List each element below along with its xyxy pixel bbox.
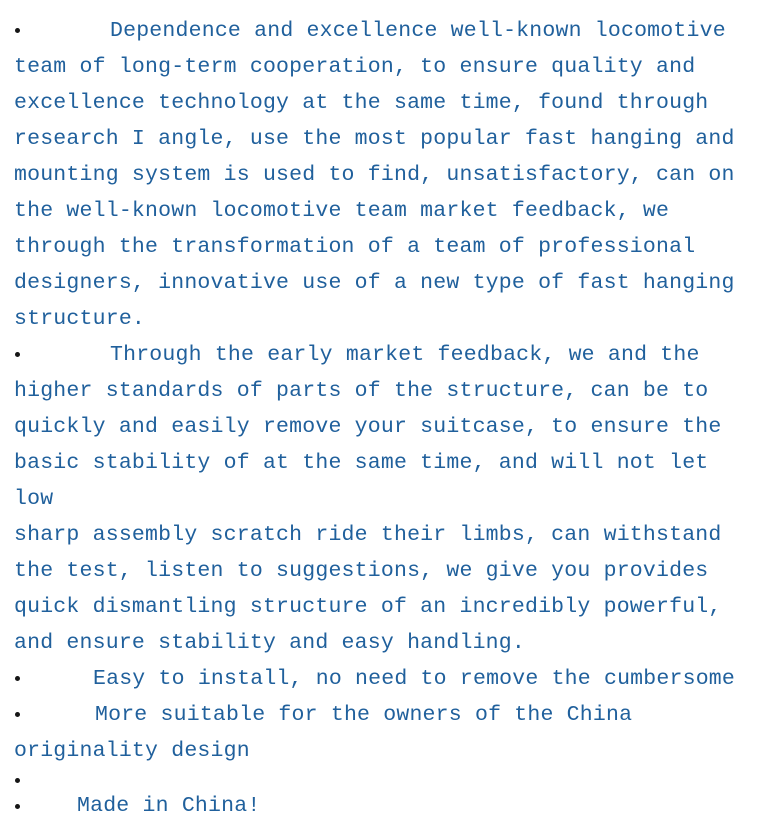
bullet-paragraph: [14, 769, 758, 791]
bullet-paragraph: [14, 13, 758, 337]
text-line: research I angle, use the most popular fast hanging and: [14, 127, 735, 151]
text-line: Through the early market feedback, we and the: [110, 343, 700, 367]
text-line: mounting system is used to find, unsatisfactory, can on: [14, 163, 735, 187]
bullet-marker-icon: [15, 778, 20, 783]
text-line: [14, 769, 758, 791]
bullet-paragraph: [14, 697, 758, 769]
text-line: through the transformation of a team of professional: [14, 235, 696, 259]
text-line: Easy to install, no need to remove the cumbersome: [93, 667, 736, 691]
text-line: Made in China!: [77, 794, 261, 818]
bullet-paragraph: [14, 337, 758, 661]
bullet-marker-icon: [15, 352, 20, 357]
text-line: originality design: [14, 739, 250, 763]
text-line: the test, listen to suggestions, we give you provides: [14, 559, 709, 583]
text-line: quickly and easily remove your suitcase, to ensure the: [14, 415, 722, 439]
text-line: sharp assembly scratch ride their limbs, can withstand: [14, 523, 722, 547]
text-line: quick dismantling structure of an incredibly powerful,: [14, 595, 722, 619]
bullet-marker-icon: [15, 712, 20, 717]
text-line: team of long-term cooperation, to ensure quality and: [14, 55, 696, 79]
bullet-marker-icon: [15, 28, 20, 33]
text-line: Dependence and excellence well-known locomotive: [110, 19, 726, 43]
bullet-marker-icon: [15, 804, 20, 809]
bullet-paragraph: [14, 791, 758, 821]
bullet-paragraph: [14, 661, 758, 697]
text-line: structure.: [14, 307, 146, 331]
text-line: More suitable for the owners of the China: [95, 703, 633, 727]
text-line: the well-known locomotive team market feedback, we: [14, 199, 670, 223]
text-line: basic stability of at the same time, and will not let low: [14, 451, 722, 511]
bullet-marker-icon: [15, 676, 20, 681]
text-line: designers, innovative use of a new type of fast hanging: [14, 271, 735, 295]
text-line: excellence technology at the same time, found through: [14, 91, 709, 115]
document-body: [14, 13, 758, 821]
text-line: and ensure stability and easy handling.: [14, 631, 525, 655]
text-line: higher standards of parts of the structure, can be to: [14, 379, 709, 403]
